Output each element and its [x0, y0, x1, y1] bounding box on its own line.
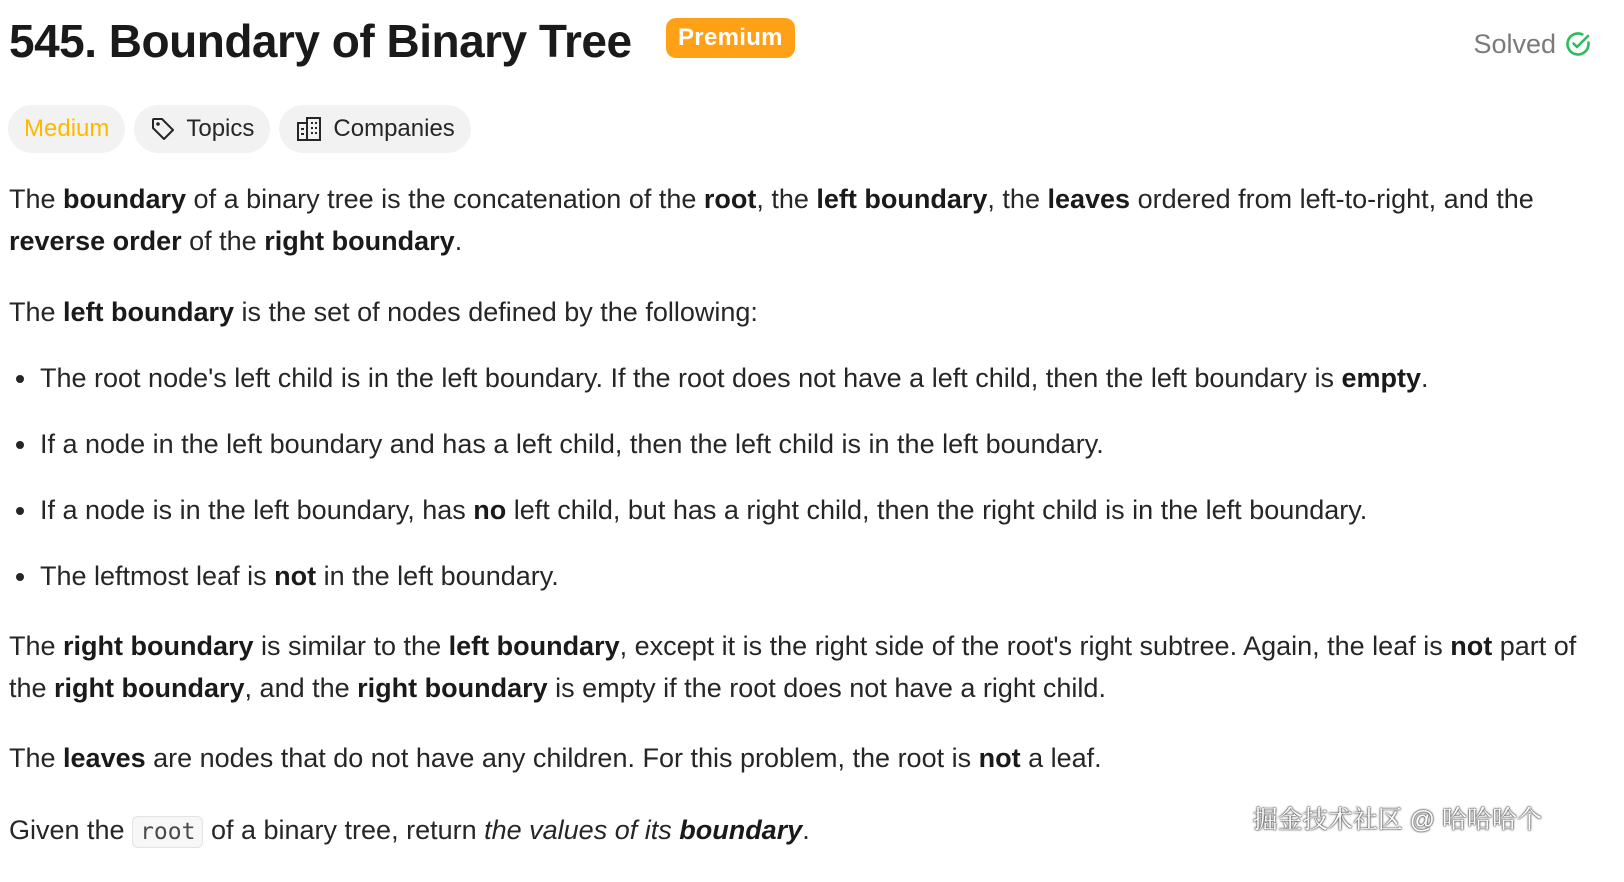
- companies-label: Companies: [333, 115, 455, 142]
- right-boundary-paragraph: The right boundary is similar to the left boundary, except it is the right side of the root's right subtree. Again, the leaf is not part of the right boundary, and the right boundary is empty if the root does not have a right child.: [9, 631, 1577, 703]
- watermark: 掘金技术社区 @ 哈哈哈个: [1252, 806, 1542, 834]
- tag-icon: [150, 116, 176, 142]
- list-item: If a node is in the left boundary, has no left child, but has a right child, then the right child is in the left boundary.: [9, 489, 1429, 555]
- difficulty-tag[interactable]: Medium: [8, 105, 125, 153]
- problem-header: [9, 12, 1624, 72]
- left-boundary-intro: The left boundary is the set of nodes defined by the following:: [9, 297, 758, 327]
- task-paragraph: Given the root of a binary tree, return the values of its boundary.: [9, 809, 810, 853]
- problem-title: 545. Boundary of Binary Tree: [9, 15, 632, 67]
- list-item: If a node in the left boundary and has a left child, then the left child is in the left boundary.: [9, 423, 1429, 489]
- leaves-paragraph: The leaves are nodes that do not have any children. For this problem, the root is not a leaf.: [9, 743, 1102, 773]
- companies-button[interactable]: [279, 105, 470, 153]
- boundary-definition-paragraph: The boundary of a binary tree is the concatenation of the root, the left boundary, the leaves ordered from left-to-right, and the reverse order of the right boundary.: [9, 184, 1534, 256]
- list-item: The leftmost leaf is not in the left boundary.: [9, 555, 1429, 621]
- left-boundary-rules: [9, 357, 1429, 621]
- topics-button[interactable]: [134, 105, 270, 153]
- building-icon: [295, 115, 323, 143]
- inline-code-root: root: [132, 816, 203, 848]
- topics-label: Topics: [186, 115, 255, 142]
- solved-label: Solved: [1473, 28, 1556, 59]
- solved-status: [1473, 24, 1592, 64]
- tag-bar: [8, 105, 471, 153]
- premium-badge: Premium: [666, 18, 795, 58]
- check-circle-icon: [1564, 30, 1592, 58]
- list-item: The root node's left child is in the left boundary. If the root does not have a left child, then the left boundary is empty.: [9, 357, 1429, 423]
